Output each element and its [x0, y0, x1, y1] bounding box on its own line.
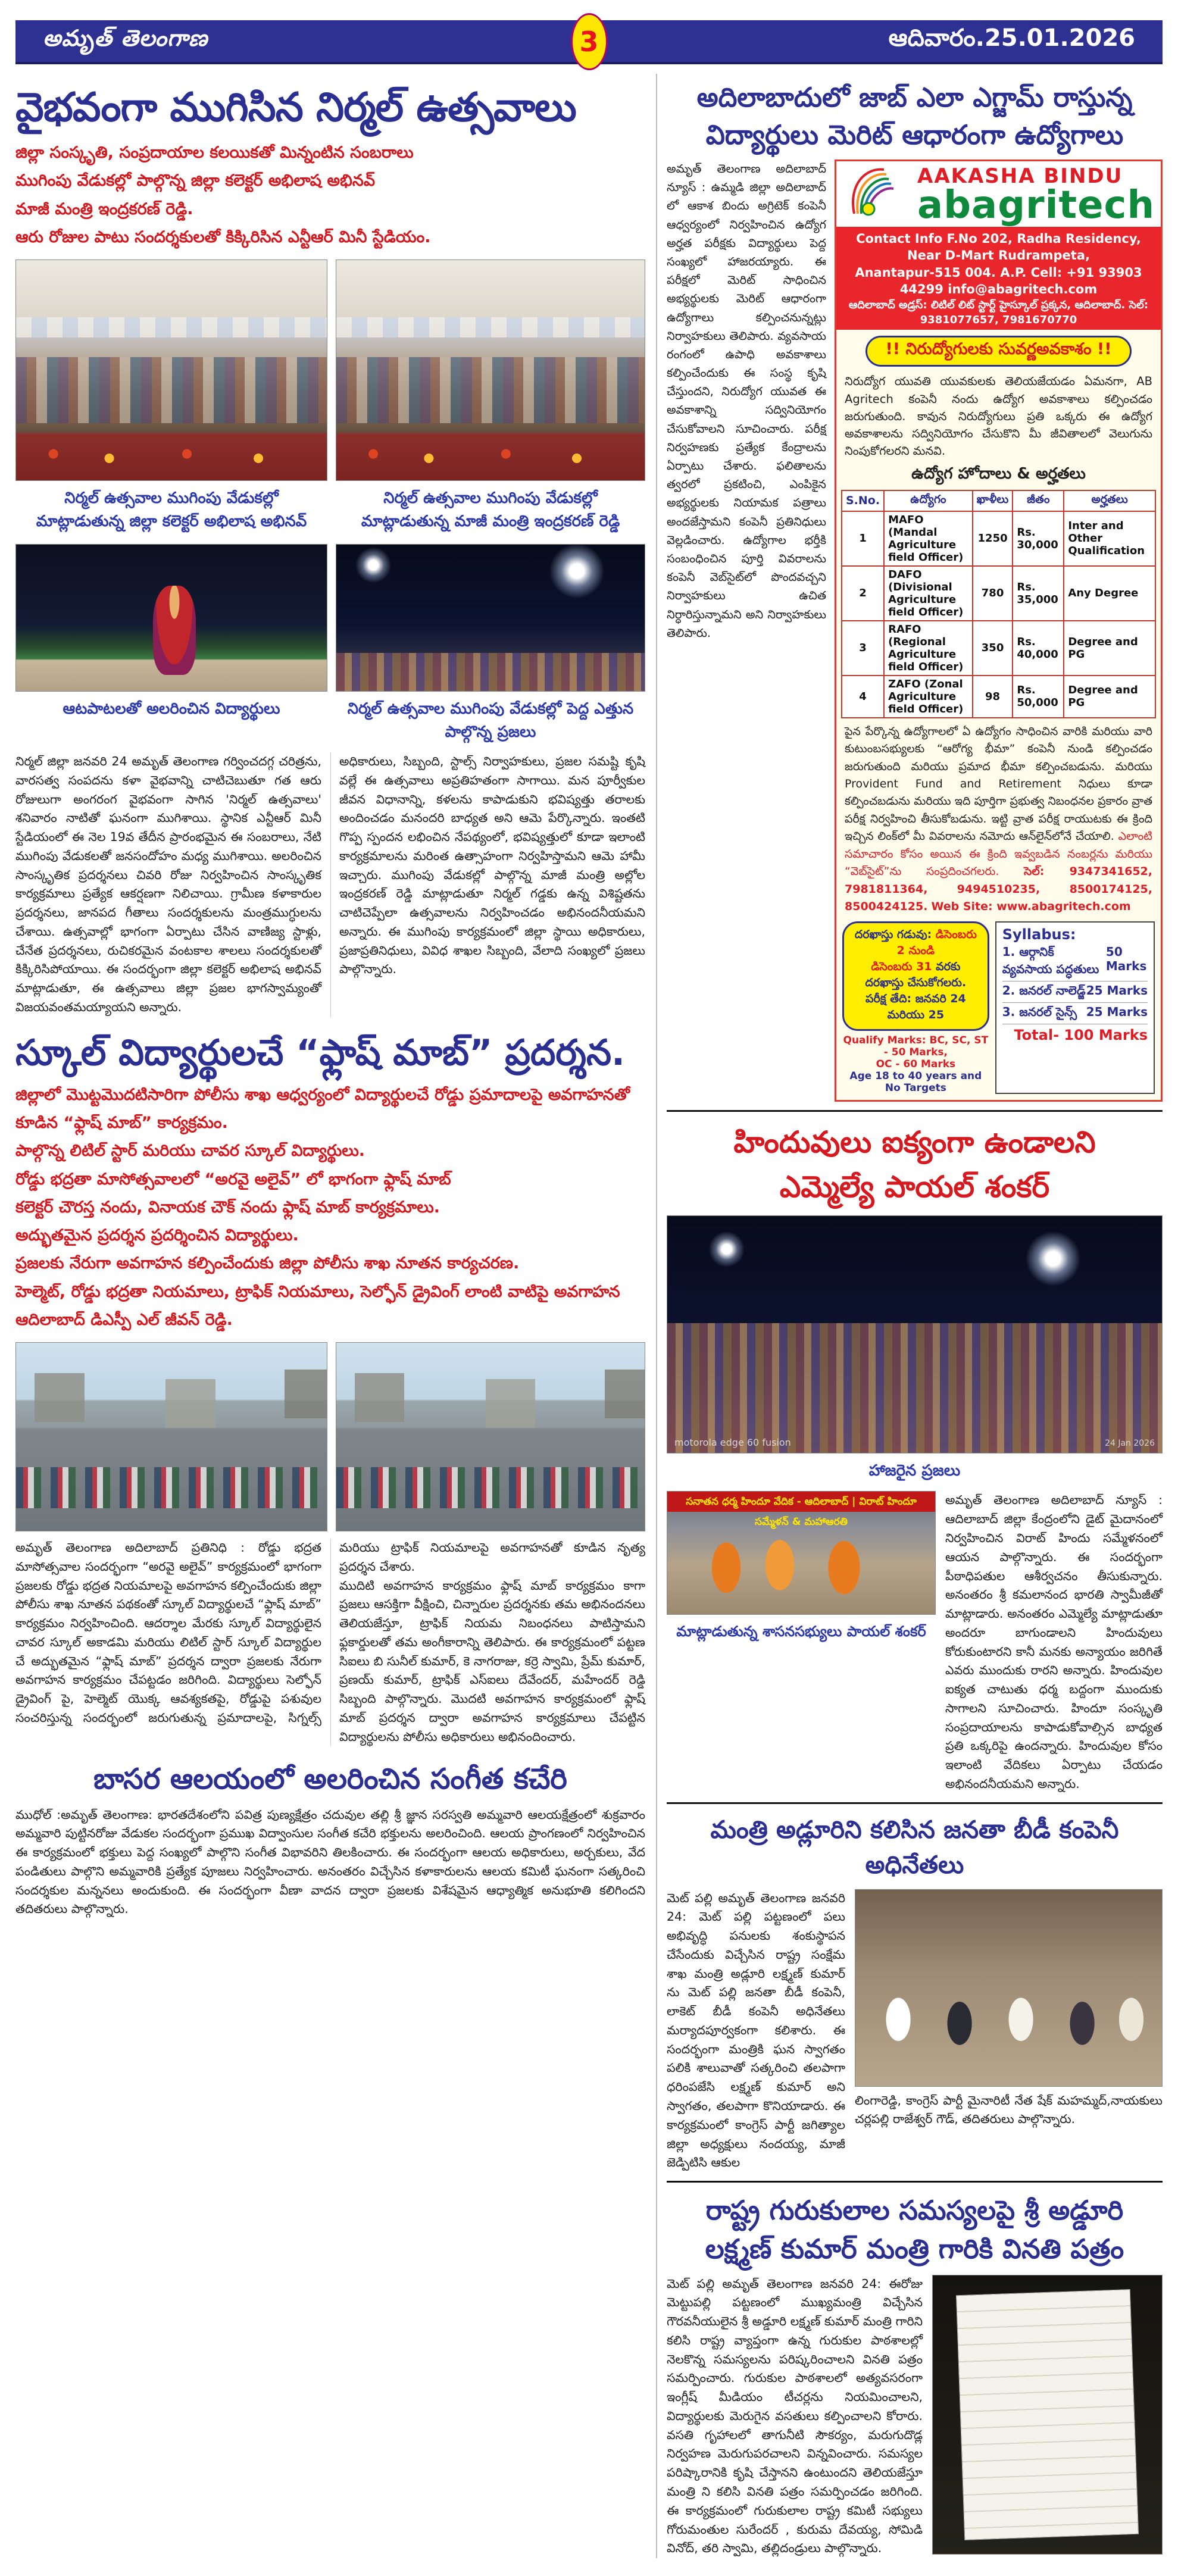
table-row: 1 MAFO (Mandal Agriculture field Officer) 1250 Rs. 30,000 Inter and Other Qualification — [842, 511, 1155, 566]
article2-body-col2: ముదిటి అవగాహన కార్యక్రమం ఫ్లాష్ మాబ్ కార్యక్రమం కాగా ప్రజలు ఆసక్తిగా వీక్షించి, చిన్నారుల ప్రదర్శనకు తమ అభినందనలు తెలియజేస్తూ, ట్రాఫిక్ నియమ నిబంధనలు పాటిస్తామని ఫ్లకార్డులతో తమ అంగీకారాన్ని తెలిపారు. ఈ కార్యక్రమంలో పట్టణ సిఐలు బి సునీల్ కుమార్, కె నాగరాజు, కర్రె స్వామి, ప్రేమ్ కుమార్, ప్రణయ్ కుమార్, ట్రాఫిక్ ఎస్ఐలు దేవేందర్, మహేందర్ రెడ్డి సిబ్బంది పాల్గొన్నారు. మొదటి అవగాహన కార్యక్రమంలో ఫ్లాష్ మాబ్ ప్రదర్శన ద్వారా అవగాహన కార్యక్రమాలు చేపట్టిన విద్యార్థులను పోలీసు అధికారులు అభినందించారు. — [339, 1578, 645, 1744]
article1-subhead: మాజీ మంత్రి ఇంద్రకరణ్ రెడ్డి. — [15, 199, 193, 218]
ad-phones: సెల్: 9347341652, 7981811364, 9494510235, 8500174125, 8500424125. — [845, 865, 1152, 913]
masthead — [15, 20, 1163, 64]
photo-decor — [336, 1467, 645, 1509]
janata-photo-block — [855, 1889, 1163, 2172]
janata-headline: మంత్రి అడ్లూరిని కలిసిన జనతా బీడీ కంపెనీ అధినేతలు — [710, 1815, 1119, 1880]
article2-subhead: ఆదిలాబాద్ డిఎస్పీ ఎల్ జీవన్ రెడ్డి. — [15, 1310, 233, 1329]
photo-caption: మాట్లాడుతున్న శాసనసభ్యులు పాయల్ శంకర్ — [676, 1623, 926, 1640]
ad-jobs-table — [841, 490, 1156, 718]
article2-subheads — [15, 1081, 645, 1334]
payal-photo-block — [667, 1491, 936, 1793]
petition-paper — [956, 2289, 1139, 2540]
article2-subhead: అద్భుతమైన ప్రదర్శన ప్రదర్శించిన విద్యార్థులు. — [15, 1226, 299, 1245]
table-row: 4 ZAFO (Zonal Agriculture field Officer) 98 Rs. 50,000 Degree and PG — [842, 676, 1155, 718]
page-number-badge: 3 — [571, 13, 608, 70]
photo-flashmob-2 — [336, 1342, 645, 1531]
photo-flashmob-1 — [15, 1342, 327, 1531]
photo-collector-speech — [15, 260, 327, 481]
ad-apply-block: దరఖాస్తు గడువు: డిసెంబరు 2 నుండి డిసెంబరు 31 వరకు దరఖాస్తు చేసుకోగలరు. పరీక్ష తేది: జనవరి 24 మరియు 25 Qualify Marks: BC, SC, ST - 50 Marks, OC - 60 Marks Age 18 to 40 years and No Targets — [842, 921, 989, 1094]
article2-body-col1: అమృత్ తెలంగాణ అదిలాబాద్ ప్రతినిధి : రోడ్డు భద్రత మాసోత్సవాల సందర్భంగా “అరవై అలైవ్” కార్యక్రమంలో భాగంగా ప్రజలకు రోడ్డు భద్రత నియమాలపై అవగాహన కల్పించేందుకు జిల్లా పోలీసు శాఖ నూతన పథకంతో స్కూల్ విద్యార్థులచే “ఫ్లాష్ మాబ్” కార్యక్రమం నిర్వహించింది. ఆదర్శాల మేరకు స్కూల్ విద్యార్థులైన చావర స్కూల్ అకాడమి మరియు లిటిల్ స్టార్ స్కూల్ విద్యార్థుల చే అద్భుతమైన “ఫ్లాష్ మాబ్” ప్రదర్శన ద్వారా ప్రజలకు నేరుగా అవగాహన కార్యక్రమం చేపట్టడం జరిగింది. విద్యార్థులు సెల్ఫోన్ డ్రైవింగ్ పై, హెల్మెట్ యొక్క ఆవశ్యకతపై, రోడ్డుపై పశువుల సంచరిస్తున్న సందర్భంలో జరుగుతున్న ప్రమాదాలపై, సిగ్నల్స్ మరియు ట్రాఫిక్ నియమాలపై అవగాహనతో కూడిన నృత్య ప్రదర్శన చేశారు. — [15, 1540, 645, 1725]
article2-body — [15, 1539, 645, 1746]
article1-body — [15, 752, 645, 1017]
job-article-headline: అదిలాబాదులో జాబ్ ఎలా ఎగ్జామ్ రాస్తున్న విద్యార్థులు మెరిట్ ఆధారంగా ఉద్యోగాలు — [696, 82, 1133, 151]
payal-body: అమృత్ తెలంగాణ అదిలాబాద్ న్యూస్ : ఆదిలాబాద్ జిల్లా కేంద్రంలోని డైట్ మైదానంలో నిర్వహించిన విరాట్ హిందు సమ్మేళనంలో ఆయన పాల్గొన్నారు. ఈ సందర్భంగా పీఠాధిపతుల ఆశీర్వచనం తీసుకున్నారు. అనంతరం శ్రీ కమలానంద భారతి స్వామీజీతో మాట్లాడారు. అనంతరం ఎమ్మెల్యే మాట్లాడుతూ అందరూ బాగుండాలని హిందువులు కోరుకుంటారని కానీ మనకు అన్యాయం జరిగితే ఎవరు ముందుకు రారని అన్నారు. హిందువుల ఐక్యత చాటుతు ధర్మ బద్దంగా ముందుకు సాగాలని సూచించారు. హిందూ సంస్కృతి సంప్రదాయాలను కాపాడుకోవాల్సిన బాధ్యత ప్రతి ఒక్కరిపై ఉందన్నారు. హిందువుల కోసం ఇలాంటి వేదికలు ఏర్పాటు చేయడం అభినందనీయమని అన్నారు. — [945, 1493, 1163, 1791]
stage-banner: సనాతన ధర్మ హిందూ వేదిక - ఆదిలాబాద్ | విరాట్ హిందూ సమ్మేళన్ & మహాఆరతి — [667, 1492, 935, 1512]
apply-dates-box: దరఖాస్తు గడువు: డిసెంబరు 2 నుండి డిసెంబరు 31 వరకు దరఖాస్తు చేసుకోగలరు. పరీక్ష తేది: జనవరి 24 మరియు 25 — [842, 921, 989, 1031]
article3-body: ముధోల్ :అమృత్ తెలంగాణ: భారతదేశంలోని పవిత్ర పుణ్యక్షేత్రం చదువుల తల్లి శ్రీ జ్ఞాన సరస్వతి అమ్మవారి ఆలయక్షేత్రంలో శుక్రవారం అమ్మవారి పుట్టినరోజు వేడుకల సందర్భంగా ప్రముఖ విద్వాంసుల సంగీత కచేరి భక్తులను అలరించింది. ఆలయ ప్రాంగణంలో నిర్వహించిన ఈ కార్యక్రమంలో భక్తులు పెద్ద సంఖ్యలో పాల్గొని సంగీత విభావరిని తిలకించారు. ఈ సందర్భంగా ఆలయ అధికారులు, అర్చకులు, వేద పండితులు పాల్గొని అమ్మవారికి ప్రత్యేక పూజలు నిర్వహించారు. అనంతరం విచ్చేసిన కళాకారులను ఆలయ కమిటీ ఘనంగా సత్కరించి సందర్శకుల మన్ననలు అందుకుంది. ఈ సందర్భంగా వీణా వాదన ద్వారా ప్రజలకు విశేషమైన ఆధ్యాత్మిక అనుభూతి కలిగిందని తదితరులు పాల్గొన్నారు. — [15, 1807, 645, 1917]
article2-subhead: కలెక్టర్ చౌరస్త నందు, వినాయక చౌక్ నందు ఫ్లాష్ మాబ్ కార్యక్రమాలు. — [15, 1198, 440, 1217]
photo-night-crowd — [336, 544, 645, 692]
camera-watermark: motorola edge 60 fusion — [674, 1437, 791, 1449]
photo-caption: హాజరైన ప్రజలు — [868, 1462, 961, 1480]
col-role: ఉద్యోగం — [884, 490, 973, 511]
article2-subhead: రోడ్డు భద్రతా మాసోత్సవాలలో “అరవై అలైవ్” లో భాగంగా ఫ్లాష్ మాబ్ — [15, 1170, 451, 1189]
left-column — [15, 74, 645, 2558]
janata-body: మెట్ పల్లి అమృత్ తెలంగాణ జనవరి 24: మెట్ పల్లి పట్టణంలో పలు అభివృద్ధి పనులకు శంకుస్థాపన చేసేందుకు విచ్చేసిన రాష్ట్ర సంక్షేమ శాఖ మంత్రి అడ్లూరి లక్ష్మణ్ కుమార్ ను మెట్ పల్లి జనతా బీడీ కంపెనీ, లాకెట్ బీడీ కంపెనీ అధినేతలు మర్యాదపూర్వకంగా కలిశారు. ఈ సందర్భంగా మంత్రికి ఘన స్వాగతం పలికి శాలువాతో సత్కరించి తలపాగా ధరింపజేసి లక్ష్మణ్ కుమార్ అని స్వాగతం, తలపాగా కొనియాడారు. ఈ కార్యక్రమంలో కాంగ్రెస్ పార్టీ జగిత్యాల జిల్లా అధ్యక్షులు నందయ్య, మాజీ జెడ్పిటిసి ఆకుల — [667, 1890, 845, 2170]
photo-decor — [16, 357, 327, 423]
article2-subhead: జిల్లాలో మొట్టమొదటిసారిగా పోలీసు శాఖ ఆధ్వర్యంలో విద్యార్థులచే రోడ్డు ప్రమాదాలపై అవగాహనతో కూడిన “ఫ్లాష్ మాబ్” కార్యక్రమం. — [15, 1085, 630, 1133]
article3-headline: బాసర ఆలయంలో అలరించిన సంగీత కచేరి — [93, 1762, 567, 1796]
logo-arcs-icon — [842, 166, 914, 217]
article1-body-col1: నిర్మల్ జిల్లా జనవరి 24 అమృత్ తెలంగాణ గర్వించదగ్గ చరిత్రను, వారసత్వ సంపదను కళా వైభవాన్ని చాటిచెబుతూ గత ఆరు రోజులుగా అంగరంగ వైభవంగా సాగిన 'నిర్మల్ ఉత్సవాలు' శనివారం నాటితో ఘనంగా ముగిశాయి. స్థానిక ఎన్టీఆర్ మినీ స్టేడియంలో ఈ నెల 19వ తేదీన ప్రారంభమైన ఈ సంబరాలు, నేటి ముగింపు వేడుకలతో జనసందోహం మధ్య ముగిశాయి. అలరించిన సాంస్కృతిక ప్రదర్శనలు చివరి రోజు నిర్వహించిన సాంస్కృతిక కార్యక్రమాలు ప్రత్యేక ఆకర్షణగా నిలిచాయి. గ్రామీణ కళాకారుల ప్రదర్శనలు, జానపద గీతాలు సందర్శకులను మంత్రముగ్ధులను చేశాయి. ఉత్సవాల్లో భాగంగా ఏర్పాటు చేసిన వాణిజ్య స్టాళ్లు, చేనేత ప్రదర్శనలు, రుచికరమైన వంటకాల శాలలు సందర్శకులతో కిక్కిరిసిపోయాయి. ఈ సందర్భంగా జిల్లా కలెక్టర్ అభిలాష అభినవ్ మాట్లాడుతూ, ఈ ఉత్సవాలు జిల్లా ప్రజల భాగస్వామ్యంతో విజయవంతమయ్యాయని అన్నారు. — [15, 754, 321, 1014]
payal-headline: హిందువులు ఐక్యంగా ఉండాలని ఎమ్మెల్యే పాయల్ శంకర్ — [733, 1125, 1096, 1205]
photo-petition-document — [932, 2275, 1163, 2555]
right-column — [656, 74, 1163, 2558]
syllabus-item: 3. జనరల్ సైన్స్ 25 Marks — [1002, 1003, 1148, 1024]
col-qualification: అర్హతలు — [1064, 490, 1155, 511]
photo-exminister-speech — [336, 260, 645, 481]
ad-contact-line3: ఆదిలాబాద్ అడ్రస్: లిటిల్ లిట్ స్టార్ట్ హైస్కూల్ ప్రక్కన, ఆదిలాబాద్. సెల్: 9381077657, 7981670770 — [848, 299, 1149, 327]
ad-contact-line1: Contact Info F.No 202, Radha Residency, Near D-Mart Rudrampeta, — [856, 232, 1141, 263]
article1-subhead: జిల్లా సంస్కృతి, సంప్రదాయాల కలయికతో మిన్నంటిన సంబరాలు — [15, 143, 414, 162]
ad-terms-highlight: ఎలాంటి సమాచారం కోసం అయిన ఈ క్రింది ఇవ్వబడిన నంబర్లను మరియు “వెబ్‌సైట్”ను సంప్రదించగలరు. — [845, 830, 1152, 879]
photo-dance-performance — [15, 544, 327, 692]
newspaper-brand: అమృత్ తెలంగాణ — [43, 25, 208, 51]
syllabus-item: 2. జనరల్ నాలెడ్జ్ 25 Marks — [1002, 981, 1148, 1003]
photo-decor — [336, 357, 645, 423]
ad-terms: పైన పేర్కొన్న ఉద్యోగాలలో ఏ ఉద్యోగం సాధించిన వారికి మరియు వారి కుటుంబసభ్యులకు “ఆరోగ్య భీమా” కంపెనీ నుండి కల్పించడం జరుగుతుంది మరియు ప్రమాద భీమా కల్పించబడును. మరియు Provident Fund and Retirement నిధులు కూడా కల్పించబడును మరియు ఇది పూర్తిగా ప్రభుత్వ నిబంధనల ప్రకారం వ్రాత పరీక్ష నిర్వహించి తీసుకోబడును. ఇట్టి వ్రాత పరీక్ష రాయుటకు ఈ క్రింది ఇచ్చిన లింక్‌లో మీ వివరాలను నమోదు ఆన్‌లైన్‌లోనే చేయాలి. ఎలాంటి సమాచారం కోసం అయిన ఈ క్రింది ఇవ్వబడిన నంబర్లను మరియు “వెబ్‌సైట్”ను సంప్రదించగలరు. సెల్: 9347341652, 7981811364, 9494510235, 8500174125, 8500424125. Web Site: www.abagritech.com — [845, 724, 1152, 913]
article1-subhead: ముగింపు వేడుకల్లో పాల్గొన్న జిల్లా కలెక్టర్ అభిలాష అభినవ్ — [15, 171, 376, 190]
article2-subhead: పాల్గొన్న లిటిల్ స్టార్ మరియు చావర స్కూల్ విద్యార్థులు. — [15, 1142, 365, 1161]
ad-brand-main: abagritech — [917, 183, 1155, 227]
article2-headline: స్కూల్ విద్యార్థులచే “ఫ్లాష్ మాబ్” ప్రదర్శన. — [15, 1031, 625, 1074]
ad-roles-title: ఉద్యోగ హోదాలు & అర్హతలు — [911, 464, 1086, 483]
ad-offer-pill: !! నిరుద్యోగులకు సువర్ణఅవకాశం !! — [865, 336, 1131, 367]
syllabus-title: Syllabus: — [1002, 926, 1076, 943]
article2-subhead: ప్రజలకు నేరుగా అవగాహన కల్పించేందుకు జిల్లా పోలీసు శాఖ నూతన కార్యచరణ. — [15, 1254, 520, 1273]
edition-date: ఆదివారం.25.01.2026 — [888, 24, 1135, 52]
article1-subheads — [15, 139, 645, 251]
photo-minister-meeting — [855, 1889, 1163, 2087]
col-salary: జీతం — [1013, 490, 1064, 511]
ad-logo — [836, 161, 1161, 227]
ad-website: Web Site: www.abagritech.com — [931, 900, 1131, 913]
gurukula-headline: రాష్ట్ర గురుకులాల సమస్యలపై శ్రీ అడ్డూరి లక్ష్మణ్ కుమార్ మంత్రి గారికి వినతి పత్రం — [705, 2194, 1124, 2265]
article1-body-col2: అధికారులు, సిబ్బంది, స్టాల్స్ నిర్వాహకులు, ప్రజల సమష్టి కృషి వల్లే ఈ ఉత్సవాలు అప్రతిహతంగా సాగాయి. మన పూర్వీకుల జీవన విధానాన్ని, కళలను కాపాడుకుని భవిష్యత్తు తరాలకు అందించడం మనందరి బాధ్యత అని ఆమె పేర్కొన్నారు. ఇంతటి గొప్ప స్పందన లభించిన నేపథ్యంలో, భవిష్యత్తులో కూడా ఇలాంటి కార్యక్రమాలను మరింత ఉత్సాహంగా నిర్వహిస్తామని ఆమె హామీ ఇచ్చారు. ముగింపు వేడుకల్లో పాల్గొన్న మాజీ మంత్రి అల్లోల ఇంద్రకరణ్ రెడ్డి మాట్లాడుతూ నిర్మల్ గడ్డకు ఉన్న విశిష్టతను చాటిచెప్పేలా ఉత్సవాలను నిర్వహించడం అభినందనీయమని అన్నారు. ఈ ముగింపు కార్యక్రమంలో జిల్లా స్థాయి అధికారులు, ప్రజాప్రతినిధులు, వివిధ శాఖల సిబ్బంది, వేలాది సంఖ్యలో ప్రజలు పాల్గొన్నారు. — [339, 754, 645, 977]
syllabus-total: Total- 100 Marks — [1014, 1027, 1148, 1044]
janata-caption: లింగారెడ్డి, కాంగ్రెస్ పార్టీ మైనారిటీ నేత షేక్ మహమ్మద్,నాయకులు చర్లపల్లి రాజేశ్వర్ గౌడ్, తదితరులు పాల్గొన్నారు. — [855, 2093, 1163, 2127]
photo-hindu-sammelan-crowd — [667, 1215, 1163, 1453]
ad-brand-top: AAKASHA BINDU — [917, 164, 1123, 188]
syllabus-item: 1. ఆర్గానిక్ వ్యవసాయ పద్ధతులు 50 Marks — [1002, 943, 1148, 981]
col-sno: S.No. — [842, 490, 884, 511]
date-watermark: 24 Jan 2026 — [1105, 1439, 1155, 1449]
ad-intro-text: నిరుద్యోగ యువతి యువకులకు తెలియజేయడం ఏమనగా, AB Agritech కంపెనీ నందు ఉద్యోగ అవకాశాలు కల్పించడం జరుగుతుంది. కావున నిరుద్యోగులు ప్రతి ఒక్కరు ఈ ఉద్యోగ అవకాశాలను సద్వినియోగం చేసుకొని మీ జీవితాలలో వెలుగును నింపుకోగలరని మనవి. — [845, 374, 1152, 458]
table-row: 3 RAFO (Regional Agriculture field Officer) 350 Rs. 40,000 Degree and PG — [842, 621, 1155, 676]
photo-decor — [16, 1467, 327, 1509]
dancer-figure — [153, 586, 196, 675]
photo-decor — [336, 317, 645, 337]
exam-date: పరీక్ష తేది: జనవరి 24 మరియు 25 — [865, 992, 966, 1022]
photo-decor — [336, 653, 645, 691]
gurukula-body: మెట్ పల్లి అమృత్ తెలంగాణ జనవరి 24: ఈరోజు మెట్టుపల్లి పట్టణంలో ముఖ్యమంత్రి విచ్చేసిన గౌరవనీయులైన శ్రీ అడ్డూరి లక్ష్మణ్ కుమార్ మంత్రి గారిని కలిసి రాష్ట్ర వ్యాప్తంగా ఉన్న గురుకుల పాఠశాలల్లో నెలకొన్న సమస్యలను పరిష్కరించాలని వినతి పత్రం సమర్పించారు. గురుకుల పాఠశాలలో అత్యవసరంగా ఇంగ్లీష్ మీడియం టీచర్లను నియమించాలని, విద్యార్థులకు మెరుగైన వసతులు కల్పించాలని కోరారు. వసతి గృహాలలో తాగునీటి సౌకర్యం, మరుగుదొడ్ల నిర్వహణ మెరుగుపరచాలని విన్నవించారు. సమస్యల పరిష్కారానికి కృషి చేస్తానని ఉంటుందని తెలియజేస్తూ మంత్రి ని కలిసి వినతి పత్రం సమర్పించడం జరిగింది. ఈ కార్యక్రమంలో గురుకులాల రాష్ట్ర కమిటీ సభ్యులు గోరుమంతుల సురేందర్ , కురుమ దేవయ్య, సోమిడి వినోద్, తరి స్వామి, తల్లిదండ్రులు పాల్గొన్నారు. — [667, 2276, 923, 2556]
photo-caption: ఆటపాటలతో అలరించిన విద్యార్థులు — [63, 700, 280, 718]
job-article-body: అమృత్ తెలంగాణ అదిలాబాద్ న్యూస్ : ఉమ్మడి జిల్లా అదిలాబాద్ లో ఆకాశ బిందు అగ్రిటెక్ కంపెనీ ఆధ్వర్యంలో నిర్వహించిన ఉద్యోగ అర్హత పరీక్షకు విద్యార్థులు పెద్ద సంఖ్యలో హాజరయ్యారు. ఈ పరీక్షలో మెరిట్ సాధించిన అభ్యర్థులకు మెరిట్ ఆధారంగా ఉద్యోగాలు కల్పించనున్నట్లు నిర్వాహకులు తెలిపారు. వ్యవసాయ రంగంలో ఉపాధి అవకాశాలు కల్పించేందుకు ఈ సంస్థ కృషి చేస్తుందని, నిరుద్యోగ యువత ఈ అవకాశాన్ని సద్వినియోగం చేసుకోవాలని సూచించారు. పరీక్ష నిర్వహణకు ప్రత్యేక కేంద్రాలను ఏర్పాటు చేశారు. ఫలితాలను త్వరలో ప్రకటించి, ఎంపికైన అభ్యర్థులకు నియామక పత్రాలు అందజేస్తామని కంపెనీ ప్రతినిధులు వెల్లడించారు. ఉద్యోగాల భర్తీకి సంబంధించిన పూర్తి వివరాలను కంపెనీ వెబ్‌సైట్‌లో పొందవచ్చని నిర్వాహకులు ఉచిత నిర్ధారిస్తున్నామని అని నిర్వాహకులు తెలిపారు. — [667, 162, 826, 640]
col-vacancies: ఖాళీలు — [973, 490, 1013, 511]
photo-decor — [667, 1323, 1162, 1453]
article2-subhead: హెల్మెట్, రోడ్డు భద్రతా నియమాలు, ట్రాఫిక్ నియమాలు, సెల్ఫోన్ డ్రైవింగ్ లాంటి వాటిపై అవగాహన — [15, 1282, 620, 1301]
photo-decor — [35, 1373, 85, 1422]
syllabus-box — [995, 921, 1155, 1094]
ad-contact-line2: Anantapur-515 004. A.P. Cell: +91 93903 44299 info@abagritech.com — [855, 265, 1142, 297]
ad-contact-bar — [836, 227, 1161, 330]
photo-decor — [355, 1373, 404, 1422]
photo-sanatan-stage — [667, 1491, 936, 1615]
ab-agritech-ad — [835, 160, 1163, 1102]
table-row: 2 DAFO (Divisional Agriculture field Officer) 780 Rs. 35,000 Any Degree — [842, 566, 1155, 621]
photo-caption: నిర్మల్ ఉత్సవాల ముగింపు వేడుకల్లో మాట్లాడుతున్న జిల్లా కలెక్టర్ అభిలాష అభినవ్ — [36, 489, 307, 531]
article1-subhead: ఆరు రోజుల పాటు సందర్శకులతో కిక్కిరిసిన ఎన్టీఆర్ మినీ స్టేడియం. — [15, 227, 431, 246]
photo-decor — [16, 317, 327, 337]
photo-caption: నిర్మల్ ఉత్సవాల ముగింపు వేడుకల్లో మాట్లాడుతున్న మాజీ మంత్రి ఇంద్రకరణ్ రెడ్డి — [361, 489, 620, 531]
table-header-row — [842, 490, 1155, 511]
photo-caption: నిర్మల్ ఉత్సవాల ముగింపు వేడుకల్లో పెద్ద ఎత్తున పాల్గొన్న ప్రజలు — [347, 700, 634, 742]
article1-headline: వైభవంగా ముగిసిన నిర్మల్ ఉత్సవాలు — [15, 84, 576, 130]
